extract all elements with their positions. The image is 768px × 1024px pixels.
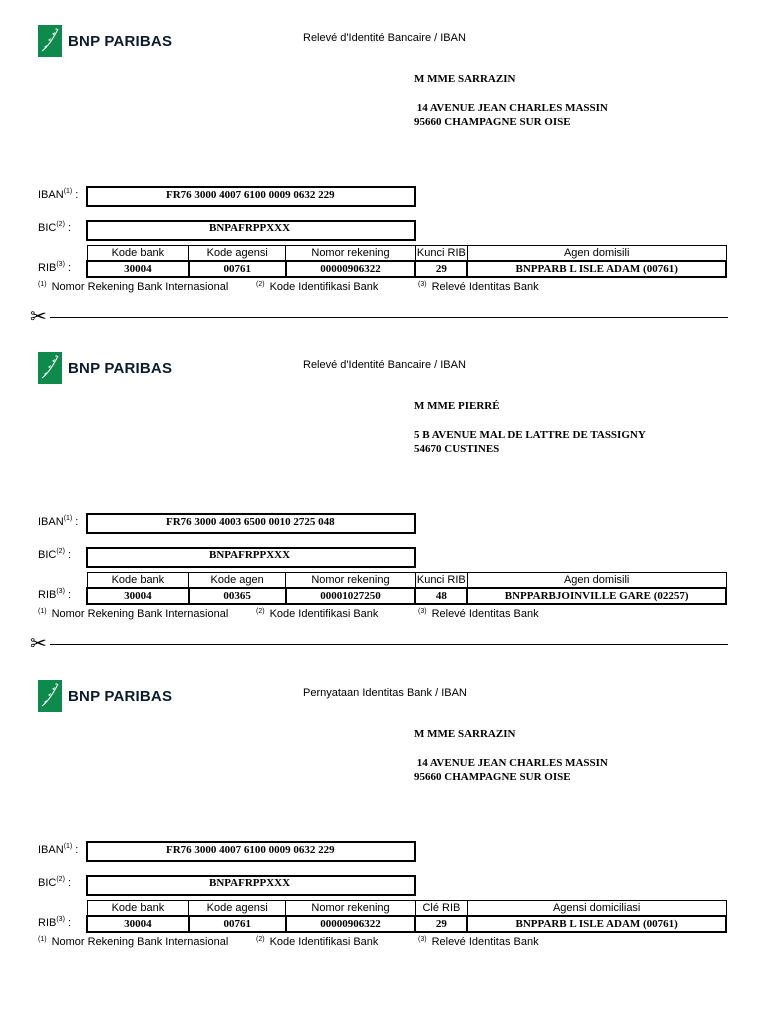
logo-text: BNP PARIBAS bbox=[68, 359, 173, 377]
footnote: $^{(1)}$ Nomor Rekening Bank Internasional bbox=[38, 936, 229, 948]
rib-value-row bbox=[87, 261, 726, 277]
bic-label: BIC$^{(2)}$ : bbox=[38, 221, 72, 234]
col-header: Kunci RIB bbox=[416, 574, 466, 586]
col-header: Agensi domiciliasi bbox=[467, 901, 726, 917]
footnote: $^{(3)}$ Relevé Identitas Bank bbox=[418, 608, 539, 620]
iban-value: FR76 3000 4007 6100 0009 0632 229 bbox=[166, 189, 335, 201]
col-header: Kunci RIB bbox=[416, 247, 466, 259]
col-header: Nomor rekening bbox=[286, 573, 416, 589]
bnp-paribas-logo bbox=[38, 352, 172, 384]
col-header: Kode bank bbox=[87, 901, 189, 917]
bic-field bbox=[86, 220, 416, 241]
iban-value: FR76 3000 4007 6100 0009 0632 229 bbox=[166, 844, 335, 856]
cut-line bbox=[30, 306, 728, 328]
address-line: 54670 CUSTINES bbox=[414, 443, 500, 455]
bnp-stars-icon bbox=[38, 680, 62, 712]
rib-key: 48 bbox=[415, 588, 467, 604]
iban-field bbox=[86, 841, 416, 862]
holder-address bbox=[414, 756, 608, 784]
iban-field bbox=[86, 513, 416, 534]
rib-block-1 bbox=[0, 0, 768, 327]
footnote: $^{(3)}$ Relevé Identitas Bank bbox=[418, 281, 539, 293]
rib-table bbox=[86, 245, 727, 278]
account-holder: M MME SARRAZIN bbox=[414, 73, 516, 85]
holder-address bbox=[414, 101, 608, 129]
iban-label: IBAN$^{(1)}$ : bbox=[38, 843, 79, 856]
iban-field bbox=[86, 186, 416, 207]
rib-table bbox=[86, 572, 727, 605]
bnp-stars-icon bbox=[38, 352, 62, 384]
bic-value: BNPAFRPPXXX bbox=[209, 222, 291, 234]
rib-header-row bbox=[87, 246, 726, 262]
col-header: Kode agensi bbox=[189, 246, 286, 262]
bic-label: BIC$^{(2)}$ : bbox=[38, 548, 72, 561]
rib-label: RIB$^{(3)}$ : bbox=[38, 261, 72, 274]
address-line: 5 B AVENUE MAL DE LATTRE DE TASSIGNY bbox=[414, 429, 646, 441]
footnote: $^{(3)}$ Relevé Identitas Bank bbox=[418, 936, 539, 948]
bnp-stars-icon bbox=[38, 25, 62, 57]
footnote: $^{(2)}$ Kode Identifikasi Bank bbox=[256, 608, 379, 620]
bic-field bbox=[86, 875, 416, 896]
rib-block-2 bbox=[0, 327, 768, 654]
iban-value: FR76 3000 4003 6500 0010 2725 048 bbox=[166, 516, 335, 528]
col-header: Nomor rekening bbox=[286, 246, 416, 262]
col-header: Kode agensi bbox=[189, 901, 286, 917]
rib-value-row bbox=[87, 916, 726, 932]
footnotes bbox=[38, 936, 738, 950]
address-line: 14 AVENUE JEAN CHARLES MASSIN bbox=[414, 757, 608, 769]
col-header: Nomor rekening bbox=[286, 901, 416, 917]
footnotes bbox=[38, 281, 738, 295]
col-header: Agen domisili bbox=[467, 573, 726, 589]
branch-code: 00761 bbox=[189, 261, 286, 277]
account-number: 00000906322 bbox=[286, 261, 416, 277]
rib-header-row bbox=[87, 573, 726, 589]
address-line: 14 AVENUE JEAN CHARLES MASSIN bbox=[414, 102, 608, 114]
scissors-icon: ✂ bbox=[30, 633, 47, 655]
dashed-cut-line bbox=[50, 317, 728, 318]
bnp-paribas-logo bbox=[38, 680, 172, 712]
col-header: Agen domisili bbox=[467, 246, 726, 262]
rib-label: RIB$^{(3)}$ : bbox=[38, 916, 72, 929]
rib-key: 29 bbox=[415, 916, 467, 932]
domiciliation: BNPPARBJOINVILLE GARE (02257) bbox=[467, 588, 726, 604]
footnote: $^{(1)}$ Nomor Rekening Bank Internasional bbox=[38, 281, 229, 293]
bic-value: BNPAFRPPXXX bbox=[209, 549, 291, 561]
col-header: Kode bank bbox=[87, 573, 189, 589]
domiciliation: BNPPARB L ISLE ADAM (00761) bbox=[467, 261, 726, 277]
rib-label: RIB$^{(3)}$ : bbox=[38, 588, 72, 601]
account-holder: M MME SARRAZIN bbox=[414, 728, 516, 740]
account-number: 00001027250 bbox=[286, 588, 416, 604]
footnote: $^{(2)}$ Kode Identifikasi Bank bbox=[256, 281, 379, 293]
rib-key: 29 bbox=[415, 261, 467, 277]
col-header: Clé RIB bbox=[415, 901, 467, 917]
account-number: 00000906322 bbox=[286, 916, 416, 932]
bank-code: 30004 bbox=[87, 588, 189, 604]
branch-code: 00365 bbox=[189, 588, 286, 604]
holder-address bbox=[414, 428, 646, 456]
iban-label: IBAN$^{(1)}$ : bbox=[38, 515, 79, 528]
col-header: Kode agen bbox=[189, 573, 286, 589]
bnp-paribas-logo bbox=[38, 25, 172, 57]
rib-table bbox=[86, 900, 727, 933]
branch-code: 00761 bbox=[189, 916, 286, 932]
footnote: $^{(1)}$ Nomor Rekening Bank Internasional bbox=[38, 608, 229, 620]
bank-code: 30004 bbox=[87, 261, 189, 277]
address-line: 95660 CHAMPAGNE SUR OISE bbox=[414, 771, 571, 783]
bic-field bbox=[86, 547, 416, 568]
account-holder: M MME PIERRÉ bbox=[414, 400, 500, 412]
logo-text: BNP PARIBAS bbox=[68, 687, 173, 705]
bic-label: BIC$^{(2)}$ : bbox=[38, 876, 72, 889]
rib-value-row bbox=[87, 588, 726, 604]
dashed-cut-line bbox=[50, 644, 728, 645]
rib-block-3 bbox=[0, 655, 768, 982]
footnote: $^{(2)}$ Kode Identifikasi Bank bbox=[256, 936, 379, 948]
document-title: Relevé d'Identité Bancaire / IBAN bbox=[303, 32, 466, 44]
address-line: 95660 CHAMPAGNE SUR OISE bbox=[414, 116, 571, 128]
document-title: Pernyataan Identitas Bank / IBAN bbox=[303, 687, 467, 699]
cut-line bbox=[30, 633, 728, 655]
rib-header-row bbox=[87, 901, 726, 917]
scissors-icon: ✂ bbox=[30, 306, 47, 328]
col-header: Kode bank bbox=[87, 246, 189, 262]
logo-text: BNP PARIBAS bbox=[68, 32, 173, 50]
document-title: Relevé d'Identité Bancaire / IBAN bbox=[303, 359, 466, 371]
domiciliation: BNPPARB L ISLE ADAM (00761) bbox=[467, 916, 726, 932]
footnotes bbox=[38, 608, 738, 622]
iban-label: IBAN$^{(1)}$ : bbox=[38, 188, 79, 201]
bic-value: BNPAFRPPXXX bbox=[209, 877, 291, 889]
bank-code: 30004 bbox=[87, 916, 189, 932]
